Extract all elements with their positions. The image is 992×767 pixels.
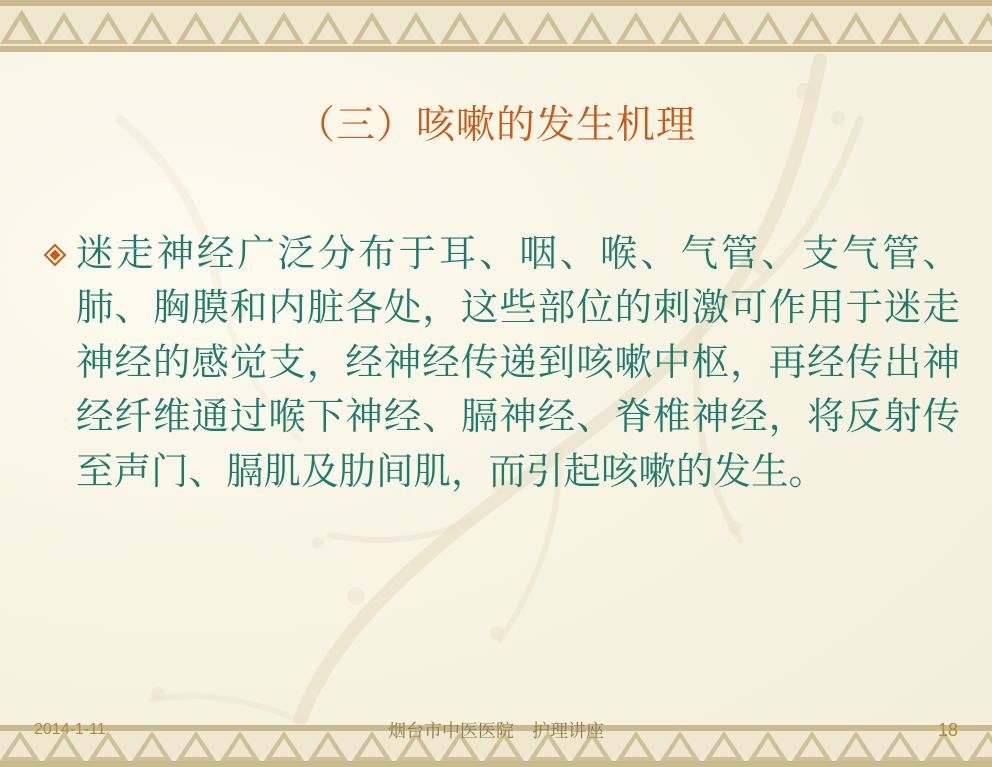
footer-page-number: 18 (937, 720, 958, 740)
footer-date: 2014-1-11 (34, 721, 106, 738)
body-paragraph: 迷走神经广泛分布于耳、咽、喉、气管、支气管、肺、胸膜和内脏各处，这些部位的刺激可作用于迷走神经的感觉支，经神经传递到咳嗽中枢，再经传出神经纤维通过喉下神经、膈神经、脊椎神经，将反射传至声门、膈肌及肋间肌，而引起咳嗽的发生。 (76, 234, 960, 493)
diamond-bullet-icon (42, 228, 76, 268)
slide-title: （三）咳嗽的发生机理 (295, 104, 696, 147)
footer-organization: 烟台市中医医院 护理讲座 (388, 721, 604, 741)
top-ornamental-border (0, 0, 992, 52)
body-bullet-block (42, 228, 960, 500)
